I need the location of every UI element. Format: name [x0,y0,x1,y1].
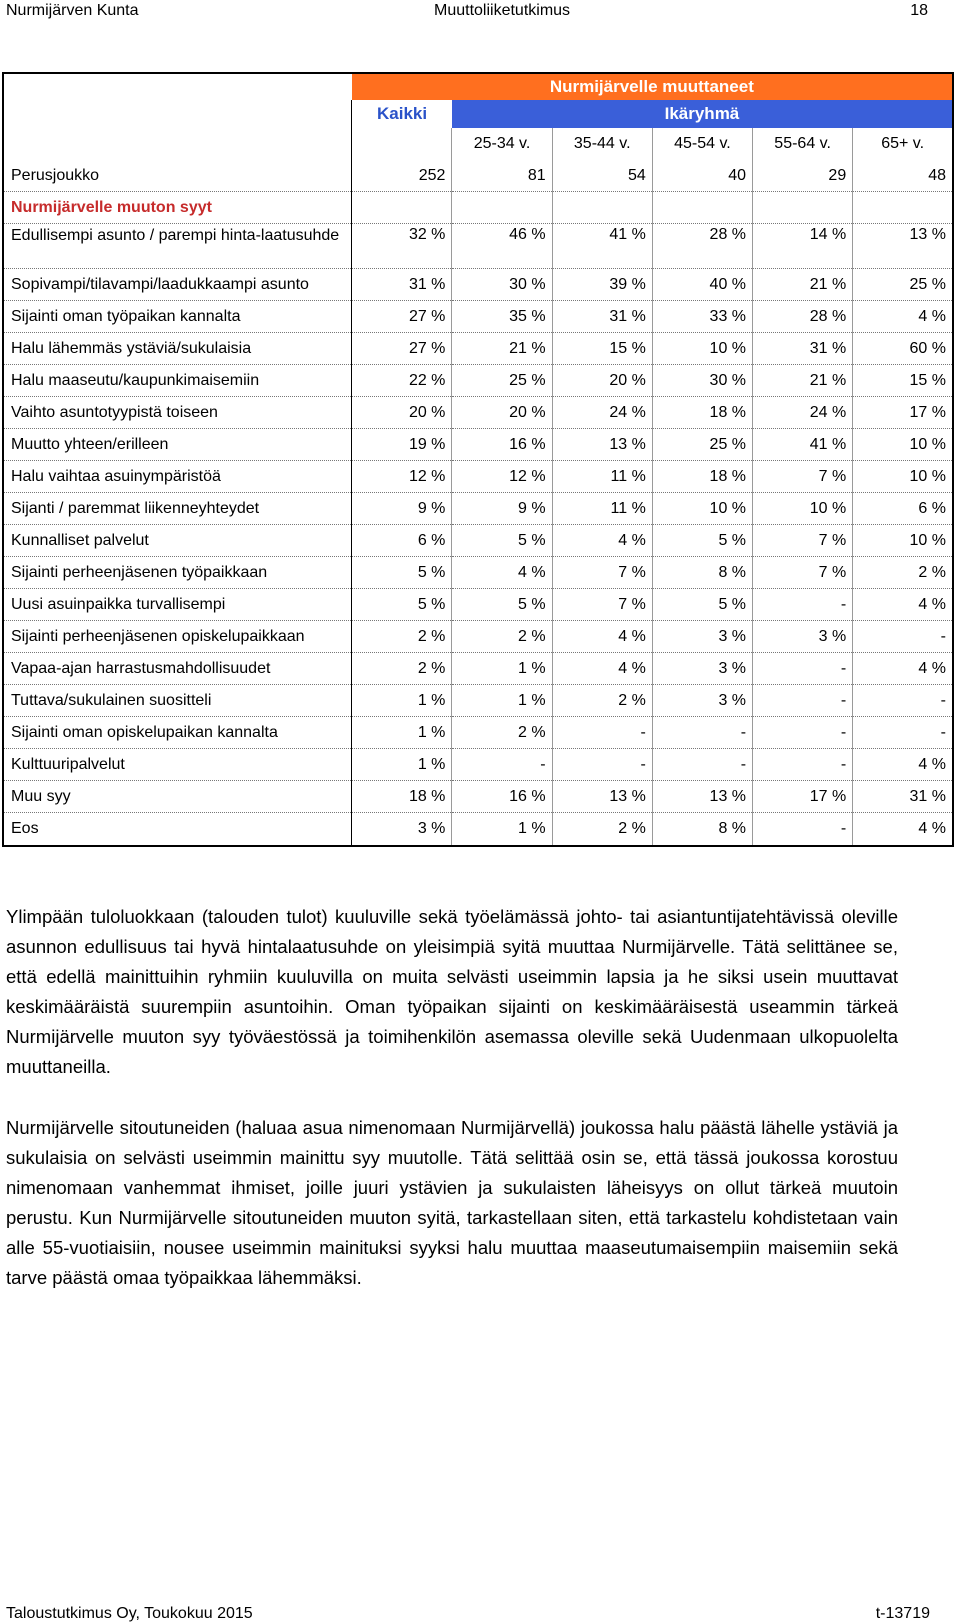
row-label: Kulttuuripalvelut [3,749,352,781]
value-cell: 1 % [452,685,552,717]
table-row [3,493,953,525]
value-cell: - [753,653,853,685]
row-label: Kunnalliset palvelut [3,525,352,557]
value-cell: 2 % [552,685,652,717]
value-cell: - [753,717,853,749]
value-cell: 2 % [352,653,452,685]
value-cell: 21 % [753,365,853,397]
row-label: Halu lähemmäs ystäviä/sukulaisia [3,333,352,365]
value-cell: 33 % [652,301,752,333]
age-group-label: 45-54 v. [652,128,752,160]
base-count-cell: 81 [452,160,552,192]
value-cell: 2 % [552,813,652,847]
value-cell: 4 % [552,653,652,685]
row-label: Sopivampi/tilavampi/laadukkaampi asunto [3,269,352,301]
value-cell: 15 % [853,365,953,397]
row-label: Sijainti oman työpaikan kannalta [3,301,352,333]
base-count-cell: 29 [753,160,853,192]
value-cell: 5 % [652,525,752,557]
value-cell: 3 % [652,653,752,685]
table-row [3,224,953,269]
value-cell: 5 % [452,525,552,557]
value-cell: 6 % [853,493,953,525]
header-page-number: 18 [910,2,928,19]
row-label: Muutto yhteen/erilleen [3,429,352,461]
value-cell: 7 % [552,589,652,621]
value-cell: - [853,685,953,717]
row-label: Uusi asuinpaikka turvallisempi [3,589,352,621]
value-cell: 17 % [753,781,853,813]
table-row [3,333,953,365]
value-cell: 2 % [352,621,452,653]
value-cell: 19 % [352,429,452,461]
value-cell: 24 % [753,397,853,429]
table-row [3,813,953,847]
table-row [3,685,953,717]
value-cell: 1 % [352,685,452,717]
value-cell: 39 % [552,269,652,301]
value-cell: 31 % [552,301,652,333]
all-respondents-header: Kaikki [352,100,452,128]
value-cell: 24 % [552,397,652,429]
value-cell: 1 % [452,653,552,685]
page-footer [6,1604,934,1624]
row-label: Muu syy [3,781,352,813]
value-cell: - [853,621,953,653]
value-cell: 25 % [652,429,752,461]
value-cell: 4 % [552,621,652,653]
value-cell: 3 % [352,813,452,847]
value-cell: 13 % [652,781,752,813]
value-cell: 17 % [853,397,953,429]
value-cell: 10 % [853,525,953,557]
row-label: Eos [11,820,39,837]
row-label: Halu maaseutu/kaupunkimaisemiin [3,365,352,397]
row-label: Sijainti perheenjäsenen työpaikkaan [3,557,352,589]
body-paragraph-2: Nurmijärvelle sitoutuneiden (haluaa asua nimenomaan Nurmijärvellä) joukossa halu päästä lähelle ystäviä ja sukulaisia on selvästi useimmin mainittu syy muutolle. Tätä selittää osin se, että tässä joukossa korostuu nimenomaan vanhemmat ihmiset, joille juuri ystävien ja sukulaisten läheisyys on ollut tärkeä muutoin perustu. Kun Nurmijärvelle sitoutuneiden muuton syitä, tarkastellaan siten, että tarkastelu kohdistetaan vain alle 55-vuotiaisiin, nousee useimmin mainituksi syyksi halu muuttaa maaseutumaisempiin maisemiin sekä tarve päästä omaa työpaikkaa lähemmäksi. [6,1117,898,1288]
value-cell: 31 % [352,269,452,301]
table-header-row-group [3,73,953,100]
value-cell: 35 % [452,301,552,333]
value-cell: 9 % [352,493,452,525]
row-label: Sijanti / paremmat liikenneyhteydet [3,493,352,525]
table-row [3,621,953,653]
page-header [6,0,934,24]
value-cell: 32 % [352,224,452,269]
value-cell: 16 % [452,781,552,813]
value-cell: 30 % [652,365,752,397]
value-cell: 21 % [753,269,853,301]
value-cell: 7 % [552,557,652,589]
value-cell: 4 % [853,589,953,621]
value-cell: - [753,685,853,717]
survey-table [2,72,954,847]
value-cell: 5 % [352,557,452,589]
value-cell: 6 % [352,525,452,557]
value-cell: 13 % [853,224,953,269]
value-cell: 46 % [452,224,552,269]
value-cell: - [753,813,853,847]
table-row [3,717,953,749]
value-cell: 20 % [452,397,552,429]
table-row [3,269,953,301]
table-row [3,653,953,685]
value-cell: 11 % [552,461,652,493]
base-count-cell: 40 [652,160,752,192]
value-cell: 25 % [853,269,953,301]
value-cell: - [552,749,652,781]
base-count-row [3,160,953,192]
value-cell: - [452,749,552,781]
value-cell: 18 % [652,397,752,429]
age-group-label: 55-64 v. [753,128,853,160]
value-cell: 1 % [352,749,452,781]
value-cell: 3 % [652,685,752,717]
value-cell: 28 % [652,224,752,269]
value-cell: - [753,749,853,781]
value-cell: 7 % [753,557,853,589]
value-cell: 5 % [652,589,752,621]
base-count-cell: 48 [853,160,953,192]
value-cell: 21 % [452,333,552,365]
value-cell: 60 % [853,333,953,365]
value-cell: 11 % [552,493,652,525]
table-row [3,365,953,397]
value-cell: 4 % [853,301,953,333]
table-header-row-ages [3,128,953,160]
value-cell: 27 % [352,333,452,365]
base-count-cell: 54 [552,160,652,192]
body-paragraph-1: Ylimpään tuloluokkaan (talouden tulot) kuuluville sekä työelämässä johto- tai asiantuntijatehtävissä oleville asunnon edullisuus tai hyvä hintalaatusuhde on yleisimpiä syitä muuttaa Nurmijärvelle. Tätä selittänee se, että edellä mainittuihin ryhmiin kuuluvilla on muita selvästi useimmin lapsia ja he siksi usein muuttavat keskimääräistä suurempiin asuntoihin. Oman työpaikan sijainti on keskimääräisestä useammin tärkeä Nurmijärvelle muuton syy työväestössä ja toimihenkilön asemassa oleville sekä Uudenmaan ulkopuolelta muuttaneilla. [6,906,898,1077]
footer-reference: t-13719 [875,1605,930,1622]
value-cell: 10 % [753,493,853,525]
value-cell: 18 % [352,781,452,813]
value-cell: 12 % [452,461,552,493]
row-label: Vaihto asuntotyypistä toiseen [3,397,352,429]
value-cell: 13 % [552,429,652,461]
table-row [3,461,953,493]
value-cell: 27 % [352,301,452,333]
value-cell: 20 % [352,397,452,429]
value-cell: - [853,717,953,749]
value-cell: 3 % [652,621,752,653]
value-cell: - [652,749,752,781]
value-cell: 30 % [452,269,552,301]
value-cell: 14 % [753,224,853,269]
footer-publisher: Taloustutkimus Oy, Toukokuu 2015 [6,1605,253,1622]
row-label: Perusjoukko [3,160,352,192]
section-title: Nurmijärvelle muuton syyt [3,192,352,224]
value-cell: 10 % [853,461,953,493]
value-cell: 16 % [452,429,552,461]
table-row [3,525,953,557]
value-cell: 9 % [452,493,552,525]
value-cell: 2 % [853,557,953,589]
row-label: Tuttava/sukulainen suositteli [3,685,352,717]
table-row [3,589,953,621]
value-cell: 4 % [552,525,652,557]
value-cell: 40 % [652,269,752,301]
row-label: Sijainti oman opiskelupaikan kannalta [3,717,352,749]
value-cell: - [552,717,652,749]
table-row [3,301,953,333]
value-cell: 10 % [652,493,752,525]
value-cell: 2 % [452,621,552,653]
value-cell: 10 % [652,333,752,365]
value-cell: 20 % [552,365,652,397]
value-cell: 31 % [853,781,953,813]
table-row [3,429,953,461]
row-label: Sijainti perheenjäsenen opiskelupaikkaan [3,621,352,653]
row-label: Halu vaihtaa asuinympäristöä [3,461,352,493]
table-row [3,749,953,781]
value-cell: 5 % [352,589,452,621]
value-cell: - [753,589,853,621]
header-organization: Nurmijärven Kunta [6,2,139,19]
value-cell: 1 % [452,813,552,847]
value-cell: 2 % [452,717,552,749]
value-cell: 1 % [352,717,452,749]
value-cell: 31 % [753,333,853,365]
value-cell: 8 % [652,813,752,847]
age-group-header: Ikäryhmä [452,100,953,128]
age-group-label: 25-34 v. [452,128,552,160]
group-title: Nurmijärvelle muuttaneet [352,73,953,100]
value-cell: 4 % [853,813,953,847]
value-cell: 41 % [552,224,652,269]
table-row [3,397,953,429]
value-cell: 41 % [753,429,853,461]
value-cell: 4 % [853,653,953,685]
value-cell: 7 % [753,525,853,557]
value-cell: 28 % [753,301,853,333]
value-cell: 15 % [552,333,652,365]
value-cell: 13 % [552,781,652,813]
row-label: Edullisempi asunto / parempi hinta-laatusuhde [3,224,352,269]
base-count-cell: 252 [352,160,452,192]
age-group-label: 65+ v. [853,128,953,160]
value-cell: 10 % [853,429,953,461]
value-cell: 4 % [452,557,552,589]
section-title-row [3,192,953,224]
value-cell: 7 % [753,461,853,493]
value-cell: 3 % [753,621,853,653]
value-cell: 12 % [352,461,452,493]
value-cell: 4 % [853,749,953,781]
value-cell: 22 % [352,365,452,397]
value-cell: 5 % [452,589,552,621]
row-label: Vapaa-ajan harrastusmahdollisuudet [3,653,352,685]
table-row [3,781,953,813]
value-cell: 18 % [652,461,752,493]
value-cell: - [652,717,752,749]
table-header-row-segments [3,100,953,128]
value-cell: 8 % [652,557,752,589]
header-document-title: Muuttoliiketutkimus [434,2,571,19]
age-group-label: 35-44 v. [552,128,652,160]
table-row [3,557,953,589]
value-cell: 25 % [452,365,552,397]
